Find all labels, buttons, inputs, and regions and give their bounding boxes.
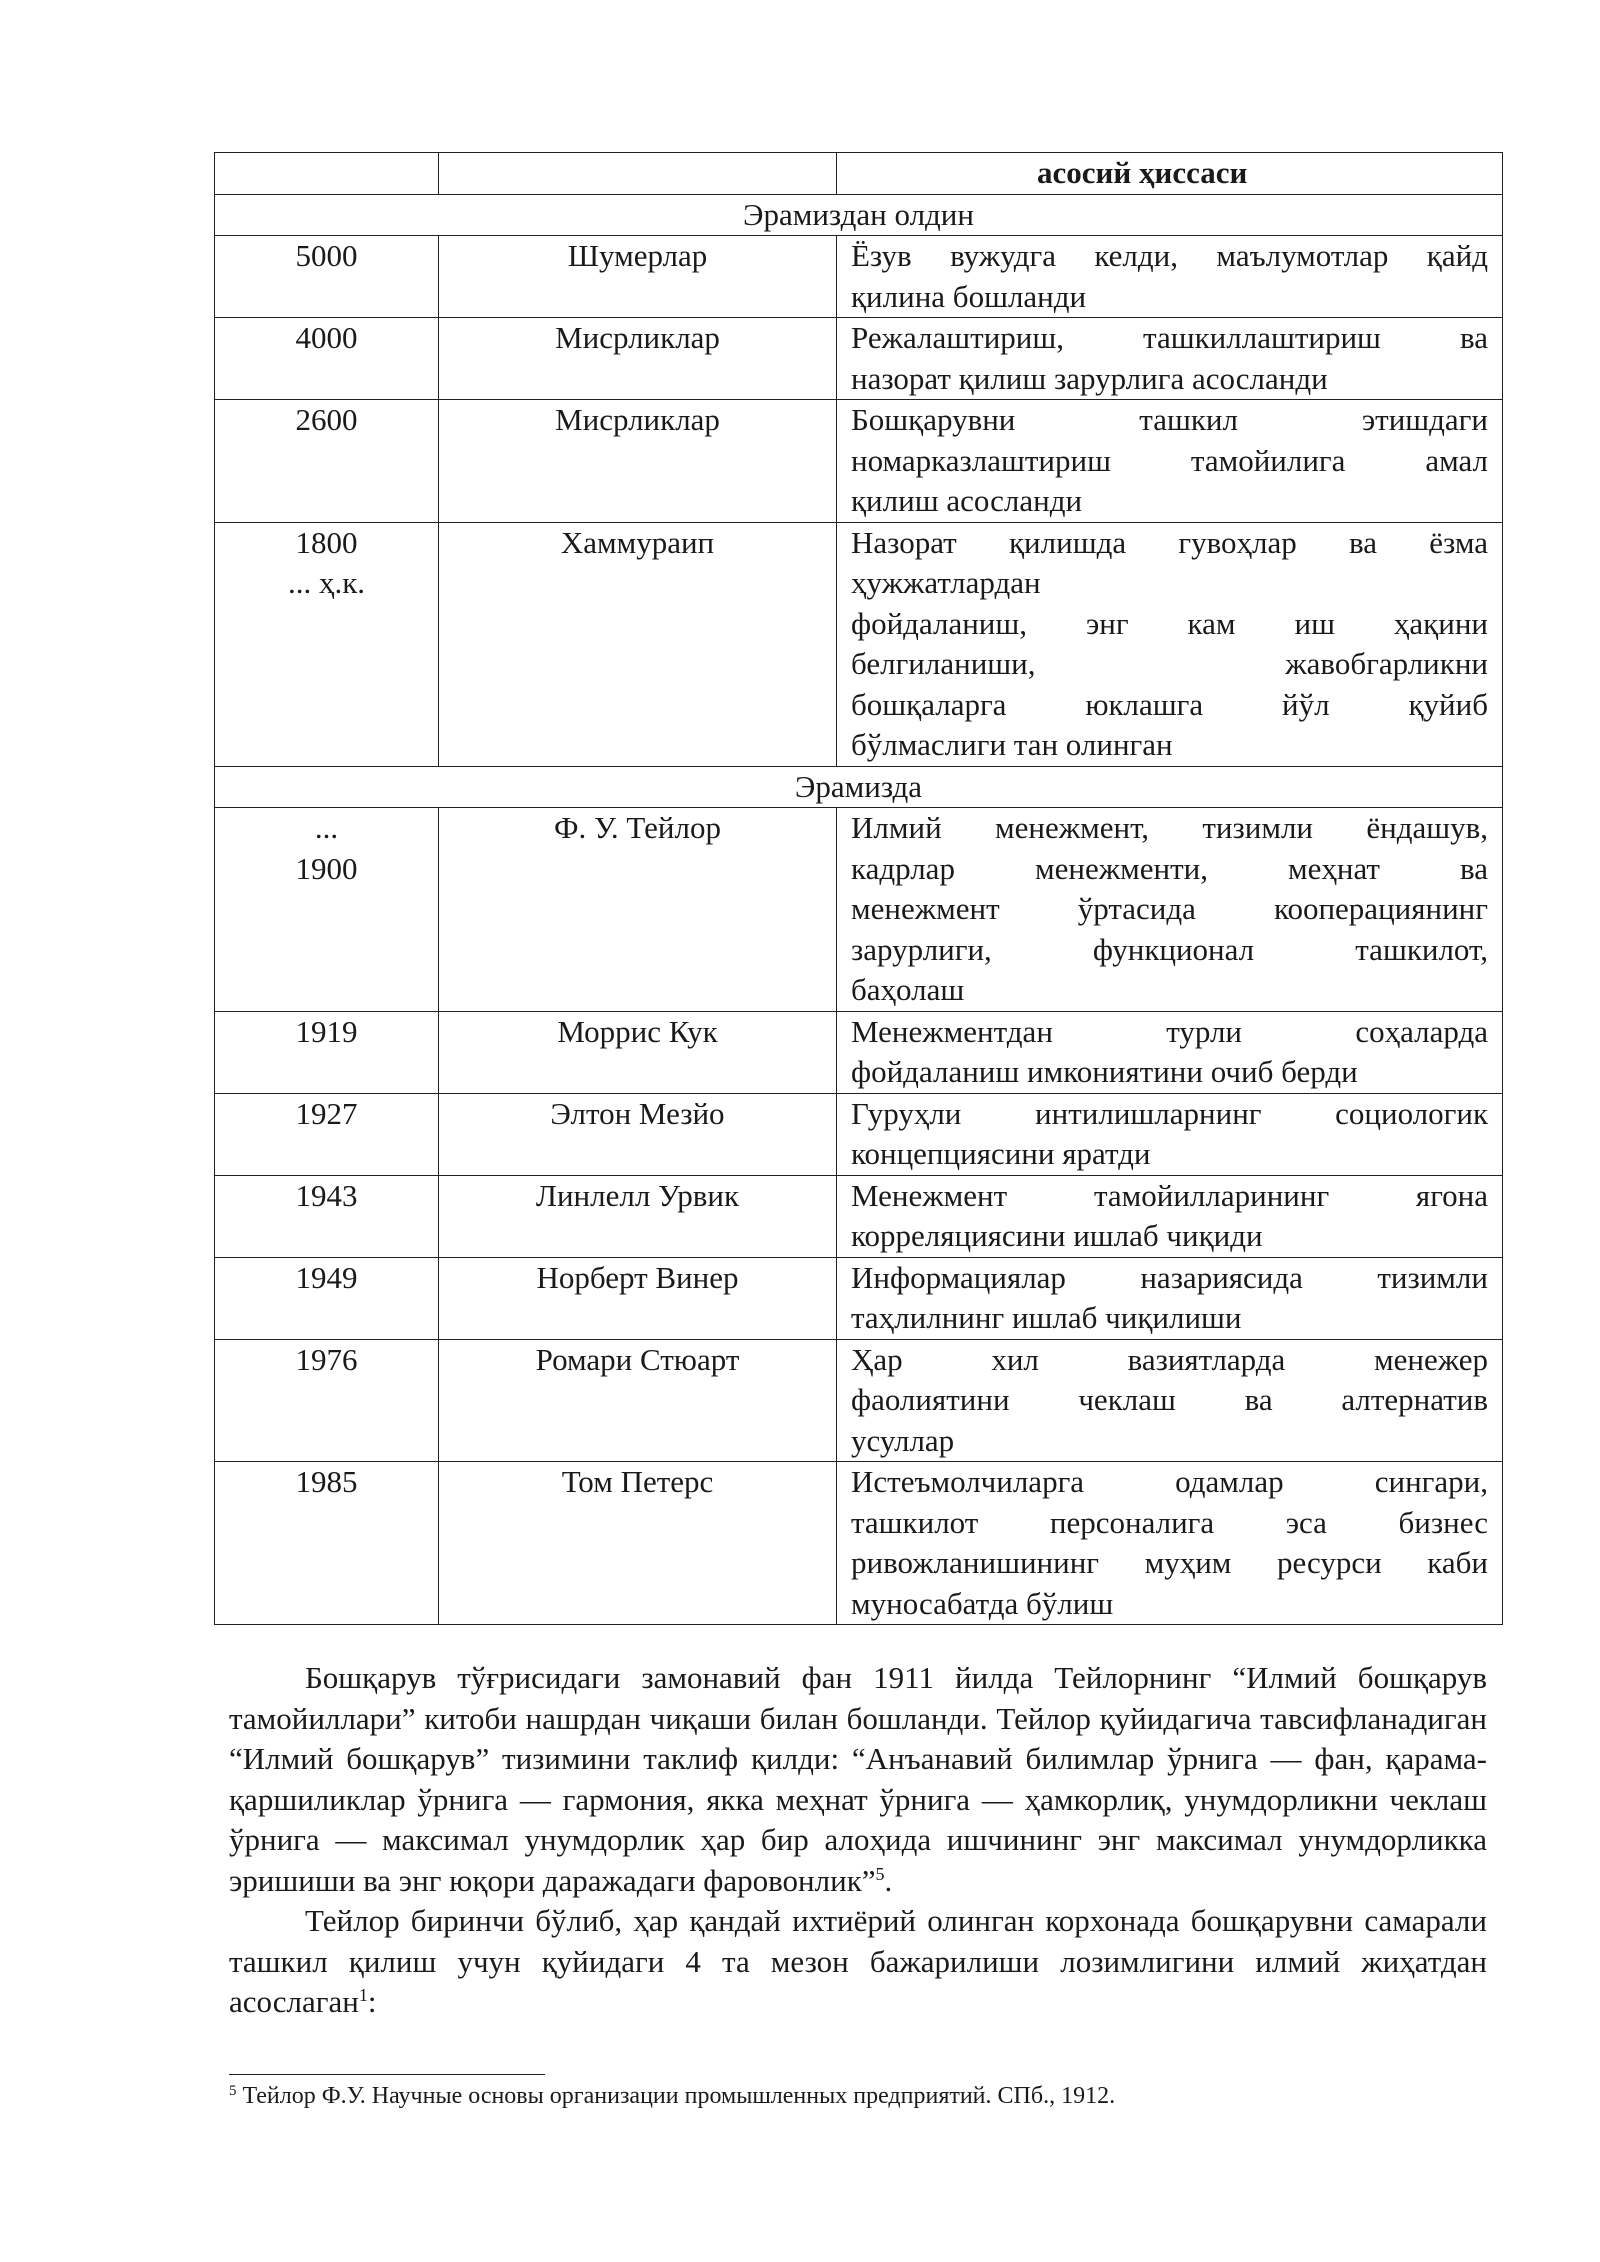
footnote-separator (229, 2074, 545, 2075)
header-cell-contribution: асосий ҳиссаси (837, 153, 1503, 195)
year-cell: 1927 (215, 1093, 439, 1175)
year-cell: ... 1900 (215, 808, 439, 1012)
name-cell: Хаммураип (439, 522, 837, 766)
table-body (215, 153, 1503, 1625)
paragraph-1-text: Бошқарув тўғрисидаги замонавий фан 1911 йилда Тейлорнинг “Илмий бошқарув тамойиллари” китоби нашрдан чиқаши билан бошланди. Тейлор қуйидагича тавсифланадиган “Илмий бошқарув” тизимини таклиф қилди: “Анъанавий билимлар ўрнига — фан, қарама-қаршиликлар ўрнига — гармония, якка меҳнат ўрнига — ҳамкорлиқ, унумдорликни чеклаш ўрнига — максимал унумдорлик ҳар бир алоҳида ишчининг энг максимал унумдорликка эришиши ва энг юқори даражадаги фаровонлик” (229, 1660, 1487, 1898)
table-row (215, 1093, 1503, 1175)
contribution-cell (837, 1175, 1503, 1257)
contribution-line: фаолиятини чеклаш ва алтернатив (851, 1382, 1488, 1417)
footnote-ref-1: 1 (358, 1985, 368, 2005)
contribution-line: қилина бошланди (851, 278, 1087, 314)
contribution-line: таҳлилнинг ишлаб чиқилиши (851, 1300, 1242, 1335)
section-row-after (215, 766, 1503, 808)
contribution-cell (837, 1339, 1503, 1462)
table-header-row (215, 153, 1503, 195)
table-row (215, 1257, 1503, 1339)
contribution-line: назорат қилиш зарурлига асосланди (851, 360, 1328, 396)
paragraph-2-text: Тейлор биринчи бўлиб, ҳар қандай ихтиёрий олинган корхонада бошқарувни самарали ташкил қилиш учун қуйидаги 4 та мезон бажарилиши лозимлигини илмий жиҳатдан асослаган (229, 1903, 1487, 2019)
table-row (215, 400, 1503, 523)
footnote-number: 5 (229, 2083, 237, 2099)
contribution-line: ҳужжатлардан (851, 565, 1041, 600)
contribution-cell (837, 318, 1503, 400)
table-row (215, 1011, 1503, 1093)
name-cell: Том Петерс (439, 1462, 837, 1625)
name-cell: Ромари Стюарт (439, 1339, 837, 1462)
contribution-line: Менежмент тамойилларининг ягона (851, 1177, 1488, 1213)
year-cell: 1919 (215, 1011, 439, 1093)
contribution-line: бошқаларга юклашга йўл қуйиб (851, 686, 1488, 722)
paragraph-2-end: : (367, 1984, 377, 2019)
name-cell: Норберт Винер (439, 1257, 837, 1339)
contribution-cell (837, 400, 1503, 523)
contribution-line: Назорат қилишда гувоҳлар ва ёзма (851, 524, 1488, 560)
year-cell: 2600 (215, 400, 439, 523)
contribution-cell (837, 522, 1503, 766)
history-table (214, 152, 1503, 1625)
contribution-line: зарурлиги, функционал ташкилот, (851, 931, 1488, 967)
year-cell: 1985 (215, 1462, 439, 1625)
contribution-line: Истеъмолчиларга одамлар сингари, (851, 1464, 1488, 1499)
contribution-line: корреляциясини ишлаб чиқиди (851, 1218, 1263, 1253)
section-title-before: Эрамиздан олдин (215, 194, 1503, 236)
contribution-line: ташкилот персоналига эса бизнес (851, 1504, 1488, 1540)
contribution-line: концепциясини яратди (851, 1136, 1151, 1171)
contribution-line: қилиш асосланди (851, 483, 1083, 518)
contribution-cell (837, 1462, 1503, 1625)
contribution-cell (837, 1257, 1503, 1339)
contribution-cell (837, 808, 1503, 1012)
contribution-line: усуллар (851, 1422, 955, 1458)
contribution-line: Ёзув вужудга келди, маълумотлар қайд (851, 238, 1488, 273)
table-row (215, 236, 1503, 318)
table-row (215, 1175, 1503, 1257)
table-row (215, 1462, 1503, 1625)
contribution-line: Ҳар хил вазиятларда менежер (851, 1341, 1488, 1377)
contribution-line: муносабатда бўлиш (851, 1585, 1114, 1621)
contribution-line: Бошқарувни ташкил этишдаги (851, 402, 1488, 437)
name-cell: Элтон Мезйо (439, 1093, 837, 1175)
contribution-line: фойдаланиш, энг кам иш ҳақини (851, 605, 1488, 641)
name-cell: Линлелл Урвик (439, 1175, 837, 1257)
year-cell: 1800 ... ҳ.к. (215, 522, 439, 766)
footnote-ref-5: 5 (875, 1863, 885, 1884)
year-cell: 4000 (215, 318, 439, 400)
paragraph-1-end: . (884, 1862, 893, 1898)
year-cell: 5000 (215, 236, 439, 318)
contribution-line: баҳолаш (851, 972, 965, 1007)
contribution-line: Режалаштириш, ташкиллаштириш ва (851, 320, 1488, 355)
contribution-cell (837, 1093, 1503, 1175)
header-cell-name (439, 153, 837, 195)
name-cell: Мисрликлар (439, 400, 837, 523)
contribution-line: менежмент ўртасида кооперациянинг (851, 891, 1488, 926)
section-title-after: Эрамизда (215, 766, 1503, 808)
contribution-cell (837, 236, 1503, 318)
contribution-line: белгиланиши, жавобгарликни (851, 646, 1488, 681)
contribution-line: бўлмаслиги тан олинган (851, 727, 1173, 762)
contribution-line: номарказлаштириш тамойилига амал (851, 442, 1488, 478)
year-cell: 1976 (215, 1339, 439, 1462)
table-row (215, 318, 1503, 400)
footnote (229, 2080, 1487, 2112)
name-cell: Шумерлар (439, 236, 837, 318)
paragraph-1 (229, 1658, 1487, 1901)
paragraph-2 (229, 1901, 1487, 2023)
year-cell: 1949 (215, 1257, 439, 1339)
year-cell: 1943 (215, 1175, 439, 1257)
contribution-line: фойдаланиш имкониятини очиб берди (851, 1054, 1358, 1089)
contribution-line: кадрлар менежменти, меҳнат ва (851, 850, 1488, 886)
contribution-cell (837, 1011, 1503, 1093)
table-row (215, 522, 1503, 766)
name-cell: Моррис Кук (439, 1011, 837, 1093)
header-cell-year (215, 153, 439, 195)
name-cell: Мисрликлар (439, 318, 837, 400)
contribution-line: ривожланишининг муҳим ресурси каби (851, 1545, 1488, 1580)
contribution-line: Илмий менежмент, тизимли ёндашув, (851, 810, 1488, 845)
contribution-line: Менежментдан турли соҳаларда (851, 1013, 1488, 1049)
body-text (229, 1658, 1487, 2023)
contribution-line: Гуруҳли интилишларнинг социологик (851, 1095, 1488, 1131)
section-row-before (215, 194, 1503, 236)
table-row (215, 1339, 1503, 1462)
contribution-line: Информациялар назариясида тизимли (851, 1259, 1488, 1295)
name-cell: Ф. У. Тейлор (439, 808, 837, 1012)
table-row (215, 808, 1503, 1012)
footnote-text: Тейлор Ф.У. Научные основы организации промышленных предприятий. СПб., 1912. (236, 2083, 1116, 2109)
